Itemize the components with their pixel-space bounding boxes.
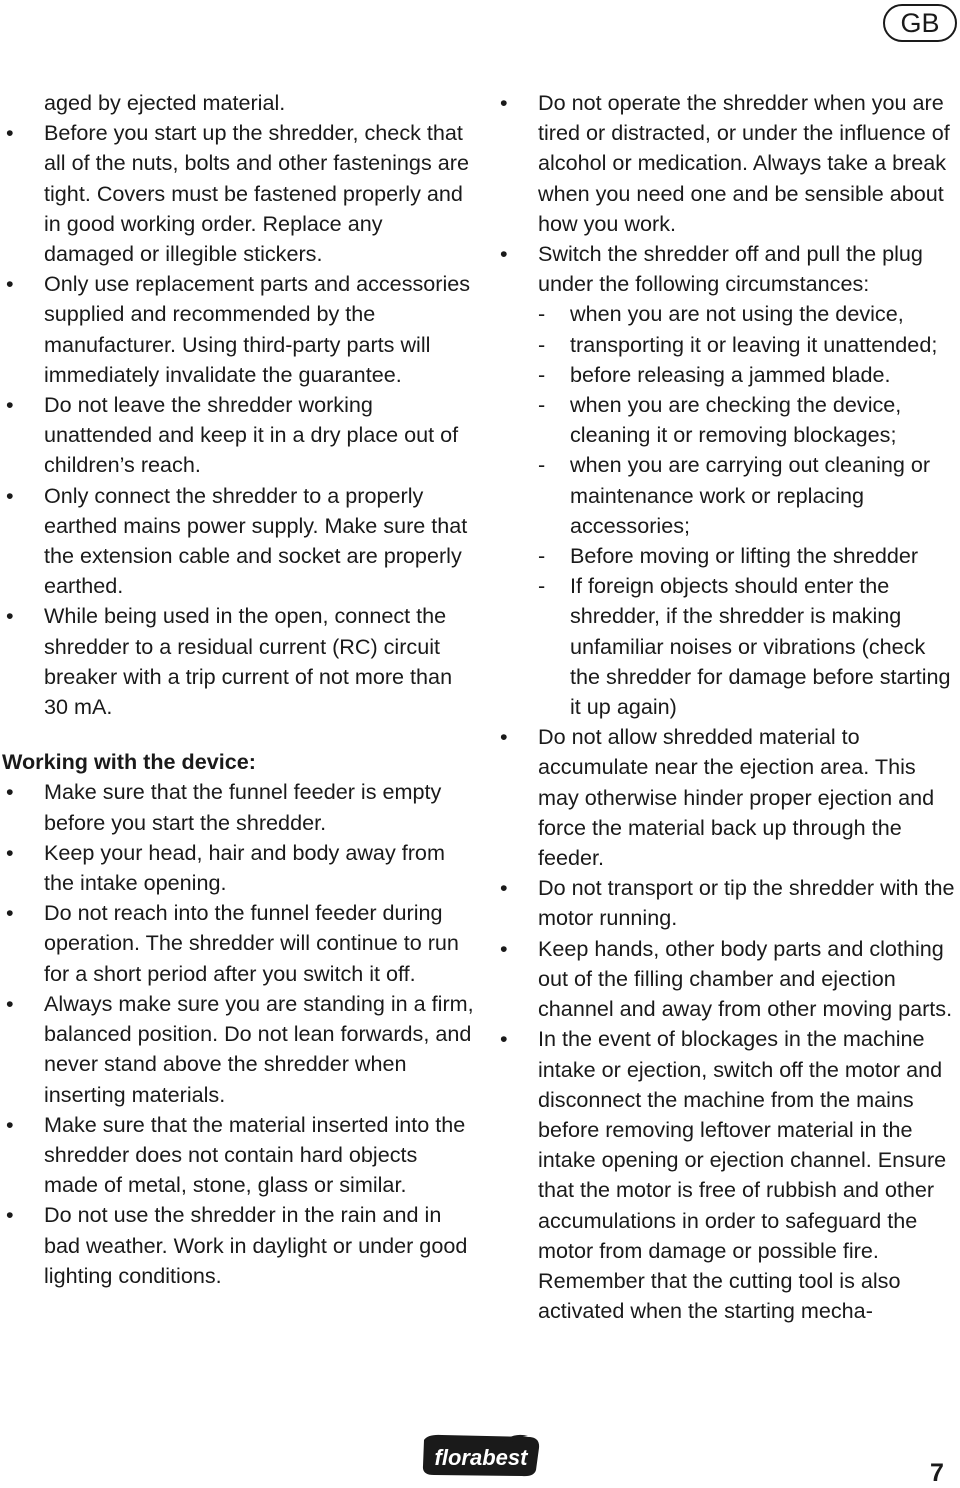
sub-list-item	[492, 450, 960, 541]
list-item-text: While being used in the open, connect the shredder to a residual current (RC) circuit breaker with a trip current of not more than 30 mA.	[44, 603, 453, 720]
list-item-text: Only use replacement parts and accessories supplied and recommended by the manufacturer. Using third-party parts will immediately invalidate the guarantee.	[44, 271, 471, 387]
bullet-icon: •	[6, 1202, 14, 1228]
list-item	[0, 118, 475, 269]
bullet-icon: •	[6, 839, 14, 865]
list-item-text: Do not transport or tip the shredder with the motor running.	[538, 875, 955, 931]
bullet-icon: •	[6, 482, 14, 508]
list-item-text: Do not use the shredder in the rain and in bad weather. Work in daylight or under good lighting conditions.	[44, 1202, 468, 1288]
list-item-text: Only connect the shredder to a properly earthed mains power supply. Make sure that the extension cable and socket are properly earthed.	[44, 482, 468, 599]
sub-list-item-text: when you are carrying out cleaning or maintenance work or replacing accessories;	[570, 452, 931, 538]
list-item-text: Keep your head, hair and body away from the intake opening.	[44, 839, 445, 896]
sub-list-item-text: before releasing a jammed blade.	[570, 361, 891, 387]
list-item	[492, 88, 960, 239]
page-number: 7	[930, 1459, 944, 1487]
list-item-text: Do not operate the shredder when you are tired or distracted, or under the influence of alcohol or medication. Always take a break when you need one and be sensible about how you work.	[538, 90, 950, 236]
list-item	[0, 898, 475, 989]
sub-list-item-text: transporting it or leaving it unattended;	[570, 331, 938, 357]
sub-list-item	[492, 571, 960, 722]
bullet-icon: •	[500, 1026, 508, 1052]
list-item	[492, 873, 960, 933]
sub-list-item	[492, 541, 960, 571]
list-item-text: Always make sure you are standing in a firm, balanced position. Do not lean forwards, and never stand above the shredder when inserting materials.	[44, 990, 474, 1107]
right-column	[492, 88, 960, 1326]
list-item	[0, 1200, 475, 1291]
list-item	[0, 989, 475, 1110]
bullet-icon: •	[6, 1111, 14, 1137]
bullet-icon: •	[500, 875, 508, 901]
dash-icon: -	[538, 543, 546, 569]
bullet-icon: •	[500, 935, 508, 961]
sub-list-item	[492, 299, 960, 329]
sub-list-item	[492, 390, 960, 450]
list-item	[0, 481, 475, 602]
bullet-icon: •	[6, 603, 14, 629]
left-column	[0, 88, 475, 1291]
bullet-icon: •	[6, 271, 14, 297]
dash-icon: -	[538, 361, 546, 387]
list-item-text: Before you start up the shredder, check that all of the nuts, bolts and other fastenings are tight. Covers must be fastened properly and in good working order. Replace any damaged or illegible stickers.	[44, 120, 469, 267]
intro-text: aged by ejected material.	[44, 90, 286, 115]
list-item	[0, 838, 475, 898]
sub-list-item-text: If foreign objects should enter the shredder, if the shredder is making unfamiliar noises or vibrations (check the shredder for damage before starting it up again)	[570, 573, 951, 720]
dash-icon: -	[538, 392, 546, 418]
sub-list-item	[492, 360, 960, 390]
dash-icon: -	[538, 301, 546, 327]
bullet-icon: •	[500, 724, 508, 750]
list-item-text: Make sure that the funnel feeder is empty before you start the shredder.	[44, 779, 442, 835]
list-item	[0, 777, 475, 837]
logo-text: florabest	[434, 1445, 528, 1470]
list-item-text: Switch the shredder off and pull the plug under the following circumstances:	[538, 241, 923, 297]
list-item	[0, 269, 475, 390]
list-item-text: In the event of blockages in the machine intake or ejection, switch off the motor and disconnect the machine from the mains before removing leftover material in the intake opening or ejection channel. Ensure that the motor is free of rubbish and other accumulations in order to safeguard the motor from damage or possible fire. Remember that the cutting tool is also activated when the starting mecha-	[538, 1026, 947, 1324]
list-item	[492, 1024, 960, 1326]
language-badge: GB	[883, 4, 957, 42]
section-heading: Working with the device:	[2, 749, 256, 775]
dash-icon: -	[538, 573, 546, 599]
list-item-text: Do not leave the shredder working unattended and keep it in a dry place out of children’s reach.	[44, 392, 459, 478]
florabest-logo	[418, 1430, 544, 1480]
list-item-text: Do not reach into the funnel feeder during operation. The shredder will continue to run for a short period after you switch it off.	[44, 900, 459, 986]
bullet-icon: •	[6, 120, 14, 146]
list-item	[0, 601, 475, 722]
list-item	[0, 1110, 475, 1201]
bullet-icon: •	[500, 90, 508, 115]
list-item	[492, 722, 960, 873]
bullet-icon: •	[6, 990, 14, 1016]
dash-icon: -	[538, 331, 546, 357]
bullet-icon: •	[500, 241, 508, 267]
list-item-text: Make sure that the material inserted into the shredder does not contain hard objects made of metal, stone, glass or similar.	[44, 1111, 466, 1198]
bullet-icon: •	[6, 392, 14, 418]
sub-list-item	[492, 330, 960, 360]
sub-list-item-text: Before moving or lifting the shredder	[570, 543, 919, 569]
bullet-icon: •	[6, 779, 14, 805]
list-item	[0, 390, 475, 481]
sub-list-item-text: when you are not using the device,	[570, 301, 904, 327]
list-item	[492, 239, 960, 299]
sub-list-item-text: when you are checking the device, cleaning it or removing blockages;	[570, 392, 902, 448]
bullet-icon: •	[6, 900, 14, 926]
dash-icon: -	[538, 452, 546, 478]
list-item	[492, 934, 960, 1025]
list-item-text: Do not allow shredded material to accumulate near the ejection area. This may otherwise hinder proper ejection and force the material back up through the feeder.	[538, 724, 935, 871]
list-item-text: Keep hands, other body parts and clothing out of the filling chamber and ejection channel and away from other moving parts.	[538, 935, 953, 1022]
